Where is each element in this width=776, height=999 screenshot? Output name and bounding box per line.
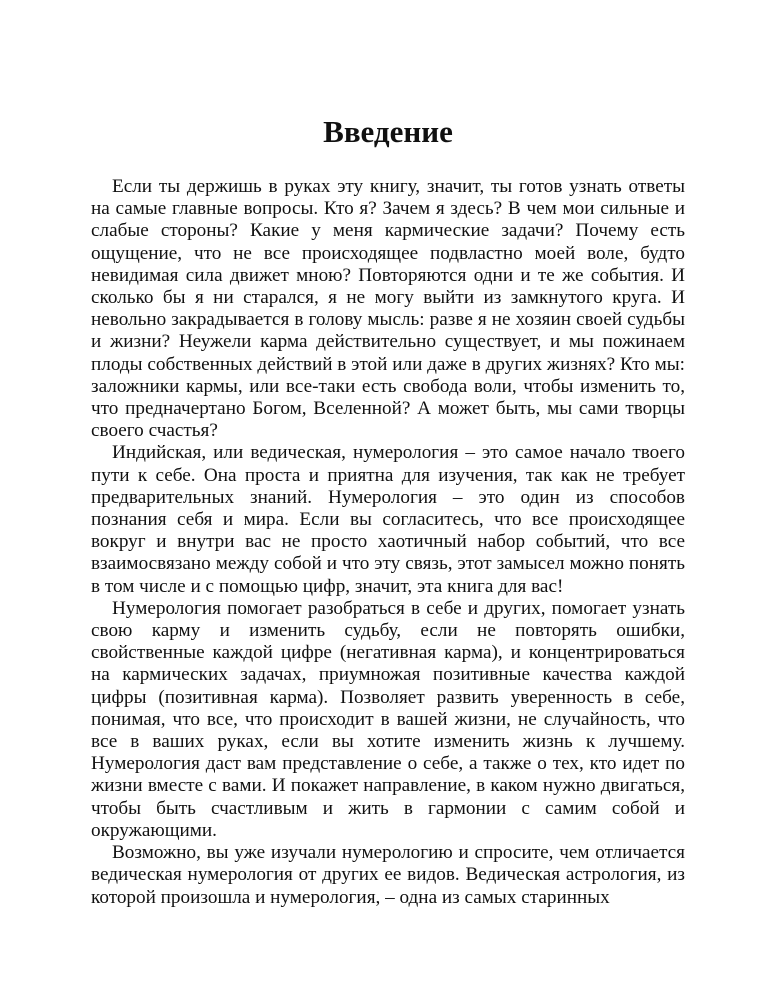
chapter-title: Введение xyxy=(323,114,453,149)
paragraph-4: Возможно, вы уже изучали нумерологию и спросите, чем отличается ведическая нумерология от других ее видов. Ведическая астрология, из которой произошла и нумерология, – одна из самых старинных xyxy=(91,842,685,908)
paragraph-3: Нумерология помогает разобраться в себе и других, помогает узнать свою карму и изменить судьбу, если не повторять ошибки, свойственные каждой цифре (негативная карма), и концентрироваться на кармических задачах, приумножая позитивные качества каждой цифры (позитивная карма). Позволяет развить уверенность в себе, понимая, что все, что происходит в вашей жизни, не случайность, что все в ваших руках, если вы хотите изменить жизнь к лучшему. Нумерология даст вам представление о себе, а также о тех, кто идет по жизни вместе с вами. И покажет направление, в каком нужно двигаться, чтобы быть счастливым и жить в гармонии с самим собой и окружающими. xyxy=(91,597,685,841)
paragraph-2: Индийская, или ведическая, нумерология – это самое начало твоего пути к себе. Она проста и приятна для изучения, так как не требует предварительных знаний. Нумерология – это один из способов познания себя и мира. Если вы согласитесь, что все происходящее вокруг и внутри вас не просто хаотичный набор событий, что все взаимосвязано между собой и что эту связь, этот замысел можно понять в том числе и с помощью цифр, значит, эта книга для вас! xyxy=(91,442,685,597)
paragraph-1: Если ты держишь в руках эту книгу, значит, ты готов узнать ответы на самые главные вопросы. Кто я? Зачем я здесь? В чем мои сильные и слабые стороны? Какие у меня кармические задачи? Почему есть ощущение, что не все происходящее подвластно моей воле, будто невидимая сила движет мною? Повторяются одни и те же события. И сколько бы я ни старался, я не могу выйти из замкнутого круга. И невольно закрадывается в голову мысль: разве я не хозяин своей судьбы и жизни? Неужели карма действительно существует, и мы пожинаем плоды собственных действий в этой или даже в других жизнях? Кто мы: заложники кармы, или все-таки есть свобода воли, чтобы изменить то, что предначертано Богом, Вселенной? А может быть, мы сами творцы своего счастья? xyxy=(91,176,685,442)
body-text xyxy=(91,176,685,909)
